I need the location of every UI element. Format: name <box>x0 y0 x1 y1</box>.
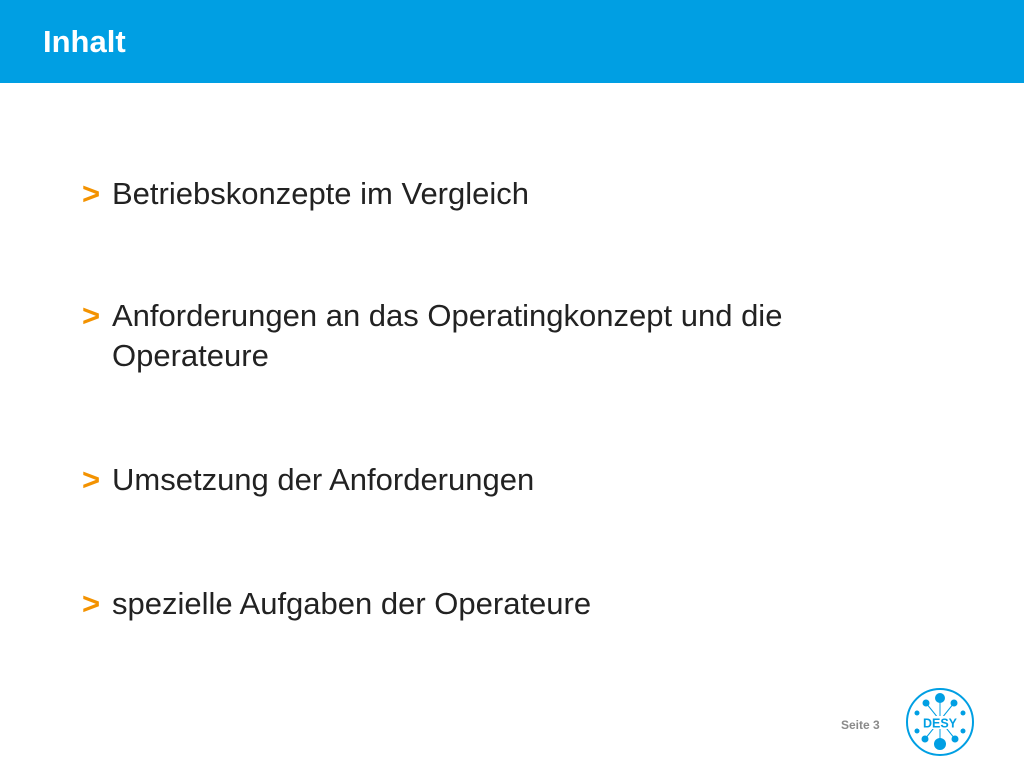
bullet-marker-icon: > <box>82 176 101 211</box>
bullet-text: Anforderungen an das Operatingkonzept und die Operateure <box>112 298 783 373</box>
bullet-marker-icon: > <box>82 462 101 497</box>
bullet-text: Umsetzung der Anforderungen <box>112 462 535 497</box>
header-bar <box>0 0 1024 83</box>
bullet-item <box>82 296 802 376</box>
bullet-marker-icon: > <box>82 298 101 333</box>
bullet-marker-icon: > <box>82 586 101 621</box>
bullet-item <box>82 174 529 214</box>
logo-text: DESY <box>922 716 958 731</box>
bullet-item <box>82 584 591 624</box>
desy-logo-icon <box>904 686 976 758</box>
bullet-text: Betriebskonzepte im Vergleich <box>112 176 530 211</box>
slide-title: Inhalt <box>43 24 126 59</box>
bullet-text: spezielle Aufgaben der Operateure <box>112 586 592 621</box>
bullet-item <box>82 460 534 500</box>
page-number: Seite 3 <box>841 718 880 732</box>
